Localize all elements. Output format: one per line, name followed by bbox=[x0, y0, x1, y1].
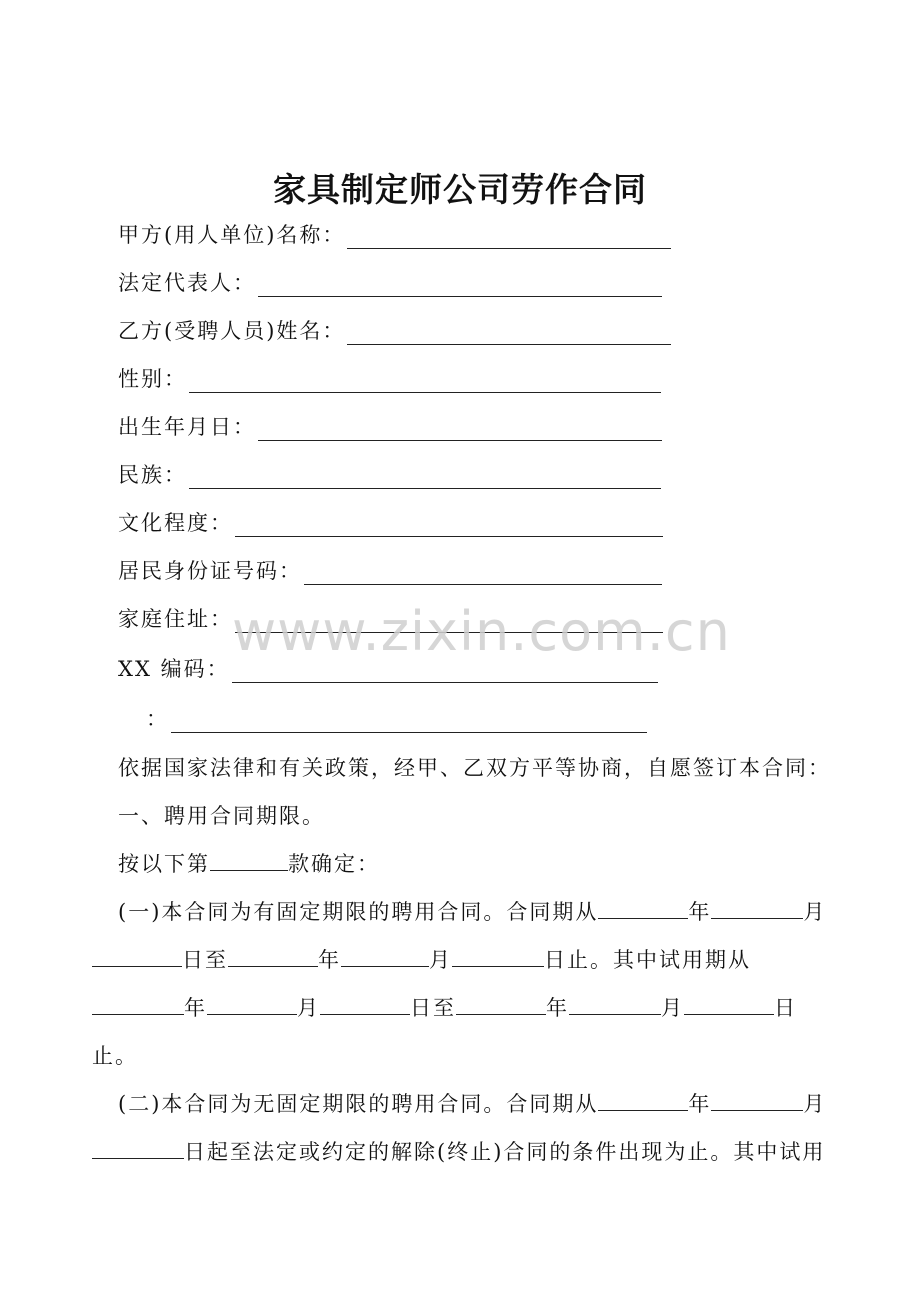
fill-blank[interactable] bbox=[684, 992, 774, 1015]
fill-blank[interactable] bbox=[320, 992, 410, 1015]
field-gender bbox=[118, 363, 661, 393]
fill-line[interactable] bbox=[258, 416, 662, 441]
clause1-line4: 止。 bbox=[92, 1044, 138, 1068]
text: 月 bbox=[297, 996, 320, 1020]
field-label: 乙方(受聘人员)姓名： bbox=[118, 319, 346, 343]
field-unlabeled bbox=[146, 703, 647, 733]
field-birthdate bbox=[118, 411, 662, 441]
fill-blank[interactable] bbox=[569, 992, 661, 1015]
text: 年 bbox=[184, 996, 207, 1020]
text: 日止。其中试用期从 bbox=[544, 948, 751, 972]
text: 年 bbox=[688, 900, 712, 924]
field-employer-name bbox=[118, 219, 671, 249]
field-label: 居民身份证号码： bbox=[118, 559, 302, 583]
text: 款确定： bbox=[288, 852, 380, 876]
field-label: 民族： bbox=[118, 463, 187, 487]
fill-line[interactable] bbox=[258, 272, 662, 297]
field-label: 甲方(用人单位)名称： bbox=[118, 223, 346, 247]
text: 按以下第 bbox=[118, 852, 210, 876]
fill-line[interactable] bbox=[347, 224, 671, 249]
fill-line[interactable] bbox=[347, 320, 671, 345]
document-title: 家具制定师公司劳作合同 bbox=[273, 170, 647, 209]
text: 月 bbox=[803, 1092, 827, 1116]
text: 月 bbox=[429, 948, 452, 972]
clause1-line2 bbox=[92, 944, 751, 974]
fill-blank[interactable] bbox=[452, 944, 544, 967]
field-employee-name bbox=[118, 315, 671, 345]
fill-blank[interactable] bbox=[341, 944, 429, 967]
fill-blank[interactable] bbox=[92, 944, 182, 967]
fill-line[interactable] bbox=[171, 708, 647, 733]
field-label: 性别： bbox=[118, 367, 187, 391]
field-label: 出生年月日： bbox=[118, 415, 256, 439]
fill-blank[interactable] bbox=[598, 896, 688, 919]
fill-line[interactable] bbox=[235, 512, 663, 537]
fill-blank[interactable] bbox=[92, 992, 184, 1015]
text: 年 bbox=[318, 948, 341, 972]
fill-blank[interactable] bbox=[92, 1136, 184, 1159]
fill-line[interactable] bbox=[189, 464, 661, 489]
field-education bbox=[118, 507, 663, 537]
watermark: www.zixin.com.cn bbox=[232, 600, 731, 663]
text: (一)本合同为有固定期限的聘用合同。合同期从 bbox=[118, 900, 599, 924]
fill-blank[interactable] bbox=[228, 944, 318, 967]
text: 月 bbox=[803, 900, 827, 924]
fill-blank[interactable] bbox=[711, 896, 803, 919]
field-id-number bbox=[118, 555, 662, 585]
text: 日 bbox=[774, 996, 797, 1020]
clause2-line1 bbox=[118, 1088, 826, 1118]
text: (二)本合同为无固定期限的聘用合同。合同期从 bbox=[118, 1092, 599, 1116]
field-legal-rep bbox=[118, 267, 662, 297]
intro-paragraph: 依据国家法律和有关政策，经甲、乙双方平等协商，自愿签订本合同： bbox=[118, 756, 831, 780]
field-label: 法定代表人： bbox=[118, 271, 256, 295]
field-label: XX 编码： bbox=[118, 657, 230, 681]
fill-blank[interactable] bbox=[207, 992, 297, 1015]
text: 日至 bbox=[182, 948, 228, 972]
clause1-line3 bbox=[92, 992, 797, 1022]
fill-blank[interactable] bbox=[210, 848, 288, 871]
text: 日至 bbox=[410, 996, 456, 1020]
section-heading: 一、聘用合同期限。 bbox=[118, 804, 325, 828]
fill-line[interactable] bbox=[304, 560, 662, 585]
field-ethnicity bbox=[118, 459, 661, 489]
field-label: 文化程度： bbox=[118, 511, 233, 535]
text: 年 bbox=[688, 1092, 712, 1116]
clause2-line2 bbox=[92, 1136, 825, 1166]
fill-blank[interactable] bbox=[456, 992, 546, 1015]
fill-blank[interactable] bbox=[711, 1088, 803, 1111]
text: 年 bbox=[546, 996, 569, 1020]
clause1-line1 bbox=[118, 896, 826, 926]
choose-clause-line bbox=[118, 848, 380, 878]
fill-line[interactable] bbox=[189, 368, 661, 393]
field-label: 家庭住址： bbox=[118, 607, 233, 631]
field-label: ： bbox=[146, 707, 169, 731]
text: 日起至法定或约定的解除(终止)合同的条件出现为止。其中试用 bbox=[184, 1140, 826, 1164]
text: 月 bbox=[661, 996, 684, 1020]
fill-blank[interactable] bbox=[598, 1088, 688, 1111]
